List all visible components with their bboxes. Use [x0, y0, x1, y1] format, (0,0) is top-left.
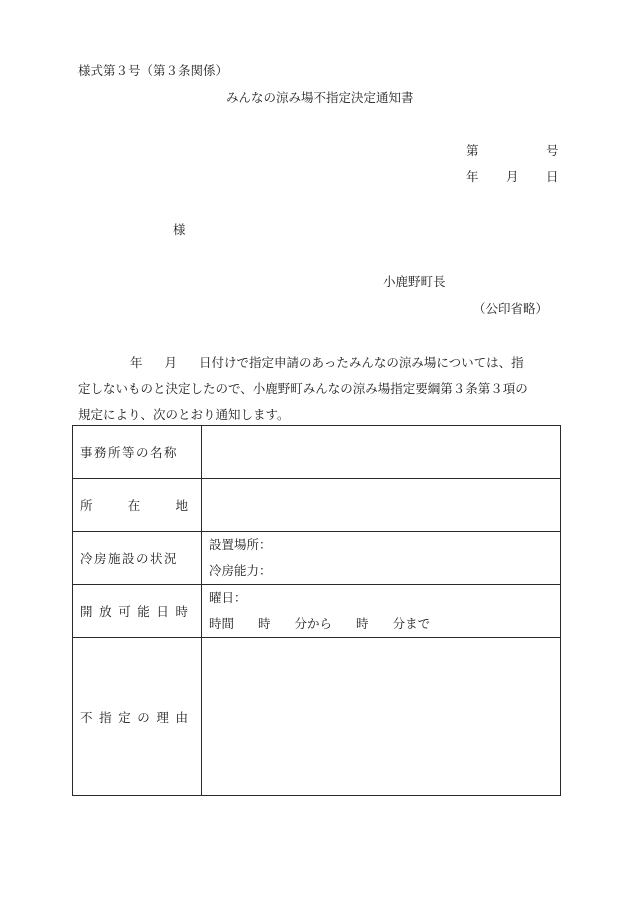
body-line-3: 規定により、次のとおり通知します。: [78, 407, 290, 422]
body-month: 月: [164, 355, 178, 370]
document-title: みんなの涼み場不指定決定通知書: [226, 90, 414, 105]
location-value[interactable]: [202, 479, 561, 532]
location-label: 所 在 地: [73, 479, 202, 532]
date-day: 日: [546, 169, 559, 184]
body-year: 年: [130, 355, 143, 370]
form-number: 様式第３号（第３条関係）: [78, 63, 229, 78]
cooling-label: 冷房施設の状況: [73, 532, 202, 585]
reason-value[interactable]: [202, 638, 561, 796]
ref-go: 号: [546, 143, 559, 158]
office-name-value[interactable]: [202, 426, 561, 479]
install-location-field: 設置場所：: [209, 537, 272, 552]
cooling-capacity-field: 冷房能力：: [209, 563, 272, 578]
ref-dai: 第: [466, 143, 479, 158]
details-table: [72, 425, 561, 796]
cooling-value[interactable]: [202, 532, 561, 585]
sender-title: 小鹿野町長: [383, 274, 446, 289]
table-row: [73, 479, 561, 532]
body-line-1: [78, 350, 574, 376]
table-row: [73, 638, 561, 796]
hours-field: 時間 時 分から 時 分まで: [209, 616, 431, 631]
office-name-label: 事務所等の名称: [73, 426, 202, 479]
table-row: [73, 585, 561, 638]
body-line-2: 定しないものと決定したので、小鹿野町みんなの涼み場指定要綱第３条第３項の: [78, 381, 528, 396]
weekday-field: 曜日：: [209, 590, 247, 605]
table-row: [73, 426, 561, 479]
addressee-honorific: 様: [173, 222, 186, 237]
seal-note: （公印省略）: [473, 301, 549, 316]
open-hours-value[interactable]: [202, 585, 561, 638]
notice-body: [78, 350, 574, 428]
date-month: 月: [506, 169, 519, 184]
table-row: [73, 532, 561, 585]
date-year: 年: [466, 169, 479, 184]
reason-label: 不 指 定 の 理 由: [73, 638, 202, 796]
body-line-1-text: 日付けで指定申請のあったみんなの涼み場については、指: [199, 355, 524, 370]
open-hours-label: 開 放 可 能 日 時: [73, 585, 202, 638]
